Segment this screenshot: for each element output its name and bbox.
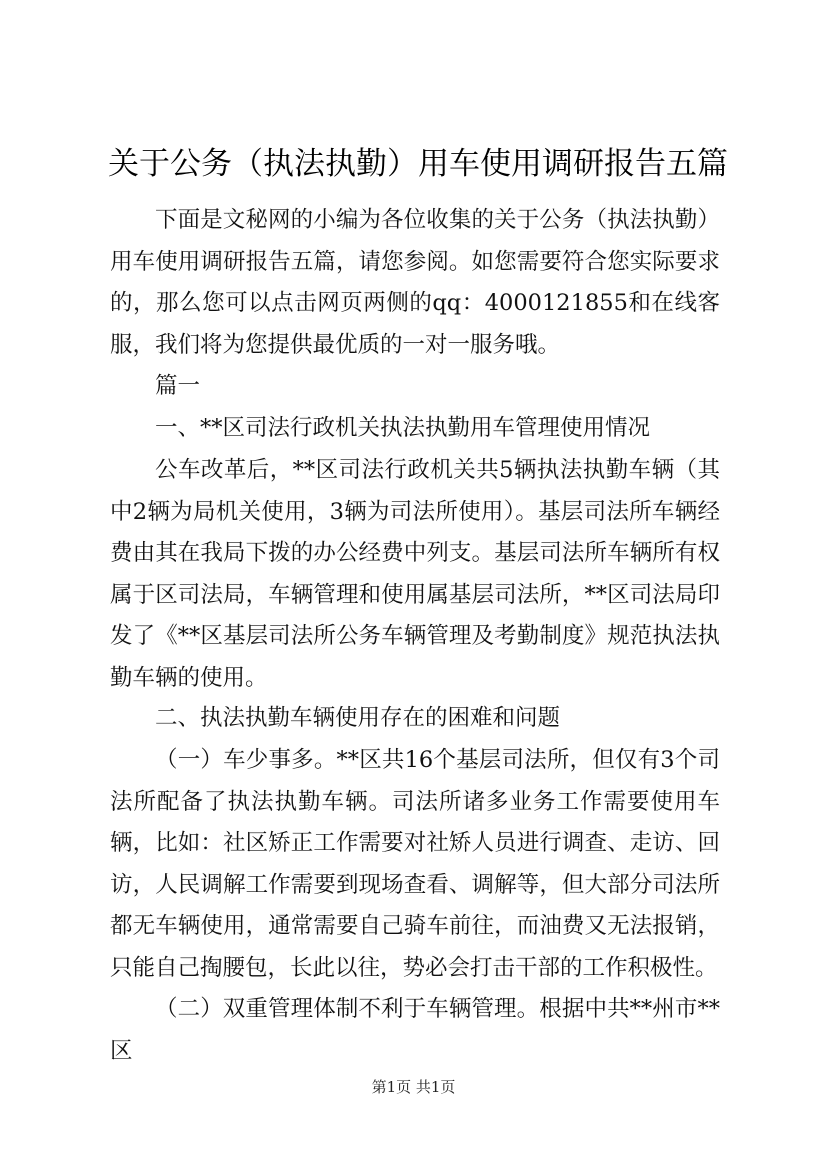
body-paragraph: （一）车少事多。**区共16个基层司法所，但仅有3个司法所配备了执法执勤车辆。司法所诸多业务工作需要使用车辆，比如：社区矫正工作需要对社矫人员进行调查、走访、回访，人民调解工作需要到现场查看、调解等，但大部分司法所都无车辆使用，通常需要自己骑车前往，而油费又无法报销，只能自己掏腰包，长此以往，势必会打击干部的工作积极性。	[110, 747, 720, 981]
body-paragraph: （二）双重管理体制不利于车辆管理。根据中共**州市**区	[110, 996, 720, 1064]
intro-paragraph: 下面是文秘网的小编为各位收集的关于公务（执法执勤）用车使用调研报告五篇，请您参阅。如您需要符合您实际要求的，那么您可以点击网页两侧的qq：4000121855和在线客服，我们将为您提供最优质的一对一服务哦。	[110, 207, 720, 358]
page-footer: 第1页 共1页	[371, 1078, 456, 1096]
heading-one: 一、**区司法行政机关执法执勤用车管理使用情况	[155, 415, 651, 441]
document-title: 关于公务（执法执勤）用车使用调研报告五篇	[108, 146, 728, 182]
body-paragraph: 公车改革后，**区司法行政机关共5辆执法执勤车辆（其中2辆为局机关使用，3辆为司法所使用）。基层司法所车辆经费由其在我局下拨的办公经费中列支。基层司法所车辆所有权属于区司法局，车辆管理和使用属基层司法所，**区司法局印发了《**区基层司法所公务车辆管理及考勤制度》规范执法执勤车辆的使用。	[110, 457, 720, 691]
section-label: 篇一	[155, 373, 201, 399]
heading-two: 二、执法执勤车辆使用存在的困难和问题	[155, 705, 561, 731]
